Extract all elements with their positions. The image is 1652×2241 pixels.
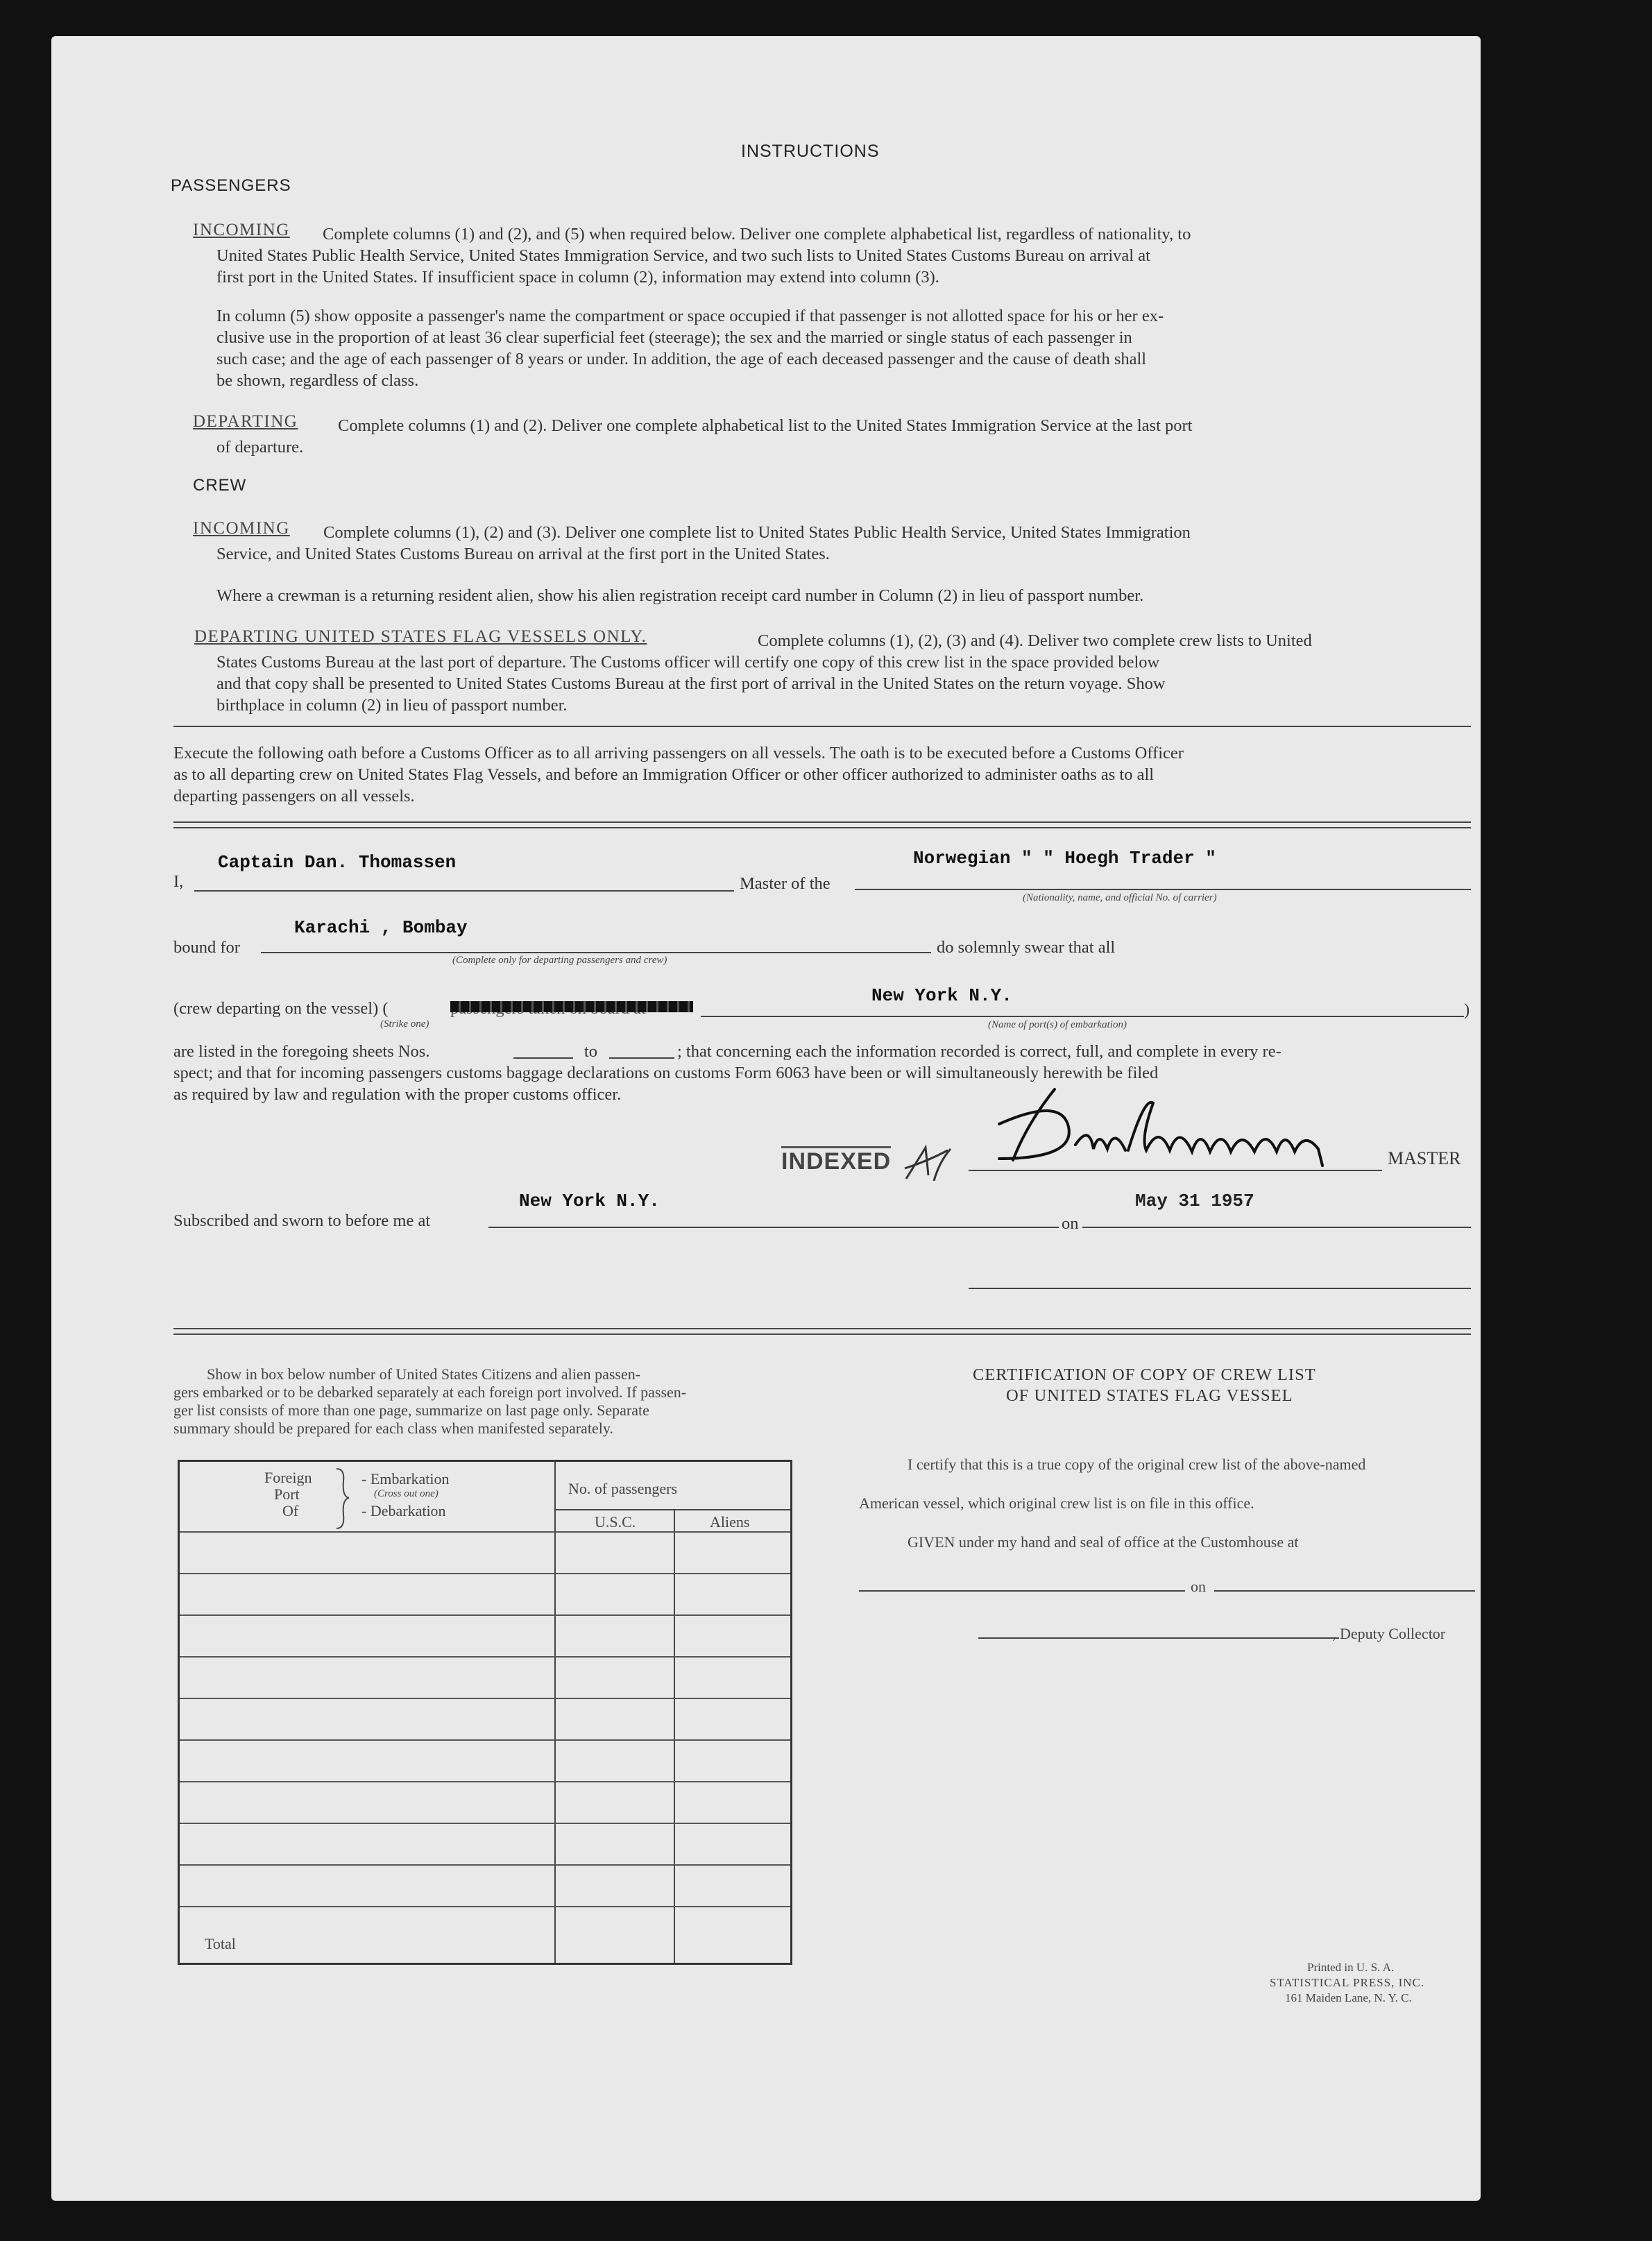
bound-for-caption: (Complete only for departing passengers and crew) (452, 955, 667, 966)
struck-passengers-option (450, 998, 700, 1019)
bound-for-label: bound for (173, 938, 240, 957)
divider (173, 726, 1471, 727)
crew-departing-option: (crew departing on the vessel) ( (173, 999, 389, 1018)
close-paren: ) (1464, 1000, 1470, 1019)
column5-text: such case; and the age of each passenger of 8 years or under. In addition, the age of each deceased passenger and the cause of death shall (216, 350, 1147, 368)
crew-departing-text: States Customs Bureau at the last port of departure. The Customs officer will certify one copy of this crew list in the space provided below (216, 653, 1160, 672)
brace-mark (334, 1467, 352, 1530)
instructions-title: INSTRUCTIONS (741, 142, 880, 161)
passengers-departing-text: Complete columns (1) and (2). Deliver one complete alphabetical list to the United States Immigration Service at the last port (338, 416, 1193, 435)
column5-text: be shown, regardless of class. (216, 371, 419, 390)
column-divider (674, 1509, 675, 1963)
header-divider (554, 1509, 790, 1510)
crew-departing-head: DEPARTING UNITED STATES FLAG VESSELS ONLY. (194, 627, 647, 646)
aliens-header: Aliens (710, 1513, 750, 1531)
certification-title: OF UNITED STATES FLAG VESSEL (1006, 1386, 1293, 1405)
embarkation-label: - Embarkation (361, 1470, 450, 1488)
carrier-line (855, 889, 1471, 890)
column5-text: In column (5) show opposite a passenger's name the compartment or space occupied if that passenger is not allotted space for his or her ex- (216, 307, 1164, 325)
swear-text: do solemnly swear that all (937, 938, 1116, 957)
usc-header: U.S.C. (595, 1513, 636, 1531)
sworn-place-line (488, 1227, 1059, 1228)
port-label: Port (274, 1485, 300, 1503)
bound-for-value: Karachi , Bombay (294, 917, 468, 938)
passengers-incoming-text: first port in the United States. If insufficient space in column (2), information may extend into column (3). (216, 268, 939, 287)
foreign-label: Foreign (264, 1469, 312, 1486)
master-signature (971, 1082, 1360, 1179)
carrier-value: Norwegian " " Hoegh Trader " (913, 848, 1216, 869)
embarkation-ports-value: New York N.Y. (871, 985, 1012, 1006)
customhouse-line (859, 1590, 1185, 1592)
strike-out-mark (450, 1001, 693, 1012)
table-row-line (180, 1531, 790, 1533)
sworn-on-label: on (1062, 1214, 1079, 1233)
carrier-caption: (Nationality, name, and official No. of carrier) (1023, 892, 1217, 903)
oath-intro-text: as to all departing crew on United States Flag Vessels, and before an Immigration Officer or other officer authorized to administer oaths as to all (173, 765, 1155, 784)
certification-text: I certify that this is a true copy of the original crew list of the above-named (908, 1456, 1366, 1473)
printer-line: 161 Maiden Lane, N. Y. C. (1285, 1991, 1412, 2004)
column5-text: clusive use in the proportion of at least 36 clear superficial feet (steerage); the sex and the married or single status of each passenger in (216, 328, 1132, 347)
summary-instructions: summary should be prepared for each class when manifested separately. (173, 1420, 613, 1437)
cross-out-caption: (Cross out one) (374, 1488, 438, 1499)
oath-intro-text: departing passengers on all vessels. (173, 787, 415, 806)
column-divider (554, 1462, 556, 1963)
certification-text: GIVEN under my hand and seal of office at the Customhouse at (908, 1533, 1299, 1551)
debarkation-label: - Debarkation (361, 1502, 446, 1519)
table-row-line (180, 1698, 790, 1699)
sworn-date-value: May 31 1957 (1135, 1191, 1254, 1211)
double-rule (173, 1328, 1471, 1335)
sheets-to-label: to (584, 1042, 598, 1061)
total-label: Total (205, 1935, 236, 1952)
certification-text: American vessel, which original crew list is on file in this office. (859, 1494, 1254, 1512)
certification-on-label: on (1191, 1578, 1206, 1595)
oath-text: spect; and that for incoming passengers customs baggage declarations on customs Form 6063 have been or will simultaneously herewith be filed (173, 1064, 1159, 1082)
printer-line: STATISTICAL PRESS, INC. (1270, 1976, 1425, 1989)
certification-date-line (1214, 1590, 1475, 1592)
passengers-departing-head: DEPARTING (193, 412, 298, 431)
deputy-collector-label: , Deputy Collector (1332, 1625, 1446, 1642)
master-name-value: Captain Dan. Thomassen (218, 852, 457, 873)
alien-registration-note: Where a crewman is a returning resident alien, show his alien registration receipt card number in Column (2) in lieu of passport number. (216, 586, 1144, 605)
passenger-summary-table (178, 1460, 792, 1965)
table-row-line (180, 1614, 790, 1616)
sheets-from-line (513, 1057, 573, 1059)
ports-line (701, 1016, 1464, 1017)
crew-departing-text: birthplace in column (2) in lieu of passport number. (216, 696, 568, 715)
officer-signature-line (969, 1288, 1471, 1289)
certification-title: CERTIFICATION OF COPY OF CREW LIST (973, 1365, 1316, 1384)
passengers-incoming-text: United States Public Health Service, United States Immigration Service, and two such lists to United States Customs Bureau on arrival at (216, 246, 1150, 265)
ports-caption: (Name of port(s) of embarkation) (988, 1019, 1127, 1030)
passengers-departing-text: of departure. (216, 438, 304, 457)
master-label: MASTER (1388, 1148, 1461, 1168)
passengers-section: PASSENGERS (171, 176, 291, 195)
table-row-line (180, 1864, 790, 1866)
table-row-line (180, 1823, 790, 1824)
strike-caption: (Strike one) (380, 1019, 429, 1030)
i-label: I, (173, 872, 184, 891)
master-of-label: Master of the (740, 874, 831, 893)
summary-instructions: gers embarked or to be debarked separately at each foreign port involved. If passen- (173, 1383, 687, 1401)
crew-incoming-head: INCOMING (193, 519, 290, 538)
table-row-line (180, 1906, 790, 1907)
double-rule (173, 821, 1471, 828)
no-passengers-header: No. of passengers (568, 1480, 678, 1497)
indexed-stamp: INDEXED (781, 1146, 891, 1175)
summary-instructions: Show in box below number of United States Citizens and alien passen- (207, 1365, 641, 1383)
sheets-to-line (609, 1057, 674, 1059)
passengers-incoming-text: Complete columns (1) and (2), and (5) when required below. Deliver one complete alphabetical list, regardless of nationality, to (323, 225, 1191, 244)
table-row-line (180, 1739, 790, 1741)
master-signature-line (969, 1170, 1382, 1171)
master-name-line (194, 890, 734, 892)
sworn-place-value: New York N.Y. (519, 1191, 660, 1211)
printer-line: Printed in U. S. A. (1307, 1961, 1395, 1974)
oath-intro-text: Execute the following oath before a Customs Officer as to all arriving passengers on all vessels. The oath is to be executed before a Customs Officer (173, 744, 1184, 762)
summary-instructions: ger list consists of more than one page, summarize on last page only. Separate (173, 1401, 649, 1419)
table-row-line (180, 1781, 790, 1782)
crew-incoming-text: Complete columns (1), (2) and (3). Deliver one complete list to United States Public Health Service, United States Immigration (323, 523, 1191, 542)
bound-for-line (261, 952, 931, 953)
sworn-date-line (1082, 1227, 1471, 1228)
sheets-text: are listed in the foregoing sheets Nos. (173, 1042, 430, 1061)
passengers-incoming-head: INCOMING (193, 221, 290, 239)
stamp-initials (899, 1141, 955, 1189)
crew-section: CREW (193, 476, 247, 495)
oath-text: as required by law and regulation with the proper customs officer. (173, 1085, 622, 1104)
subscribed-label: Subscribed and sworn to before me at (173, 1211, 431, 1230)
table-row-line (180, 1573, 790, 1574)
crew-incoming-text: Service, and United States Customs Bureau on arrival at the first port in the United States. (216, 545, 830, 563)
oath-text: ; that concerning each the information recorded is correct, full, and complete in every re- (677, 1042, 1281, 1061)
crew-departing-text: Complete columns (1), (2), (3) and (4). Deliver two complete crew lists to United (758, 631, 1312, 650)
deputy-collector-line (978, 1637, 1339, 1639)
of-label: Of (282, 1502, 299, 1519)
table-row-line (180, 1656, 790, 1658)
crew-departing-text: and that copy shall be presented to United States Customs Bureau at the first port of arrival in the United States on the return voyage. Show (216, 674, 1166, 693)
